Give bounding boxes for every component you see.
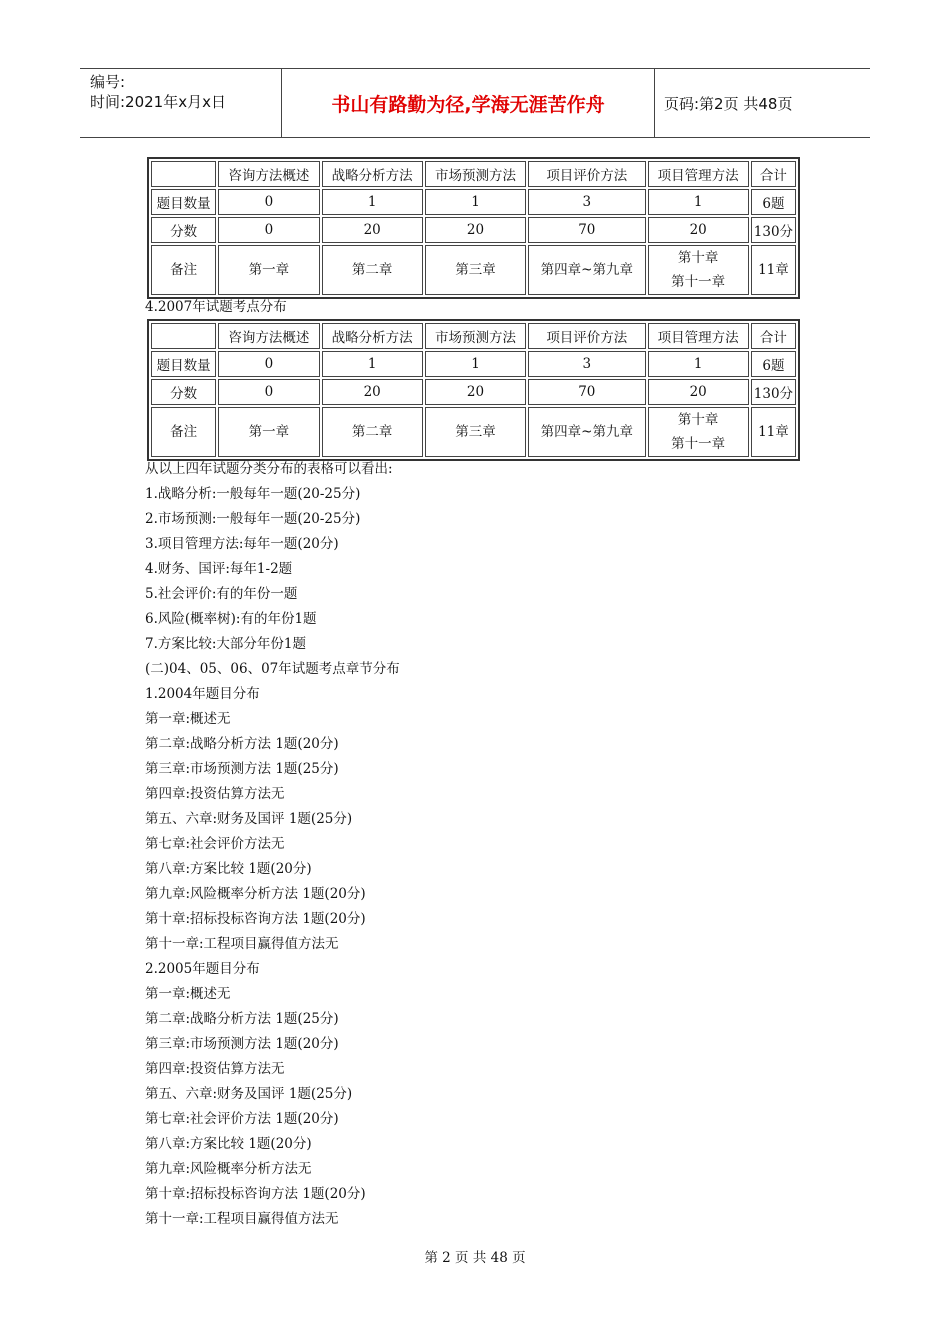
header-page-info: 页码:第2页 共48页 xyxy=(664,94,793,113)
table-cell: 20 xyxy=(322,217,423,243)
table-cell: 20 xyxy=(425,217,526,243)
table-cell xyxy=(151,161,216,187)
table-cell: 题目数量 xyxy=(151,189,216,215)
table-cell: 备注 xyxy=(151,407,216,457)
table-cell: 0 xyxy=(218,351,319,377)
document-date: 时间:2021年x月x日 xyxy=(90,93,226,111)
table-header-row xyxy=(151,161,796,187)
text-line: 第五、六章:财务及国评 1题(25分) xyxy=(145,811,353,827)
table-cell: 分数 xyxy=(151,379,216,405)
text-line: 4.财务、国评:每年1-2题 xyxy=(145,561,293,577)
table-cell: 战略分析方法 xyxy=(322,323,423,349)
text-line: 从以上四年试题分类分布的表格可以看出: xyxy=(145,461,393,477)
text-line: 第八章:方案比较 1题(20分) xyxy=(145,861,312,877)
table-cell: 备注 xyxy=(151,245,216,295)
text-line: 第四章:投资估算方法无 xyxy=(145,786,285,802)
text-line: 2.2005年题目分布 xyxy=(145,961,260,977)
text-line: 1.2004年题目分布 xyxy=(145,686,260,702)
table-cell: 咨询方法概述 xyxy=(218,323,319,349)
text-line: 2.市场预测:一般每年一题(20-25分) xyxy=(145,511,361,527)
text-line: 1.战略分析:一般每年一题(20-25分) xyxy=(145,486,361,502)
table-cell: 第三章 xyxy=(425,245,526,295)
table-cell: 11章 xyxy=(751,407,796,457)
table-cell: 市场预测方法 xyxy=(425,161,526,187)
text-line: 第二章:战略分析方法 1题(25分) xyxy=(145,1011,339,1027)
table-cell: 市场预测方法 xyxy=(425,323,526,349)
table-cell: 项目管理方法 xyxy=(648,323,749,349)
table-cell xyxy=(648,245,749,295)
table-caption: 4.2007年试题考点分布 xyxy=(145,299,287,315)
table-cell: 20 xyxy=(322,379,423,405)
table-row xyxy=(151,189,796,215)
score-table-2007 xyxy=(147,319,800,461)
body-text xyxy=(145,457,400,1232)
table-cell: 第四章~第九章 xyxy=(528,407,645,457)
text-line: 第四章:投资估算方法无 xyxy=(145,1061,285,1077)
table-cell: 1 xyxy=(425,351,526,377)
text-line: 第七章:社会评价方法无 xyxy=(145,836,285,852)
table-cell: 1 xyxy=(648,189,749,215)
table-cell: 11章 xyxy=(751,245,796,295)
text-line: 第十一章:工程项目赢得值方法无 xyxy=(145,1211,339,1227)
text-line: 第五、六章:财务及国评 1题(25分) xyxy=(145,1086,353,1102)
table-cell: 1 xyxy=(648,351,749,377)
table-cell: 项目评价方法 xyxy=(528,323,645,349)
text-line: 第十章:招标投标咨询方法 1题(20分) xyxy=(145,911,366,927)
table-cell: 0 xyxy=(218,217,319,243)
cell-line: 第十一章 xyxy=(671,274,726,290)
table-cell: 题目数量 xyxy=(151,351,216,377)
header-meta xyxy=(80,69,282,137)
table-cell: 战略分析方法 xyxy=(322,161,423,187)
text-line: 5.社会评价:有的年份一题 xyxy=(145,586,298,602)
page-header xyxy=(80,68,870,138)
text-line: 第二章:战略分析方法 1题(20分) xyxy=(145,736,339,752)
table-cell: 0 xyxy=(218,189,319,215)
table-cell: 第二章 xyxy=(322,245,423,295)
table-row xyxy=(151,217,796,243)
text-line: 第八章:方案比较 1题(20分) xyxy=(145,1136,312,1152)
document-number-label: 编号: xyxy=(90,73,126,91)
cell-line: 第十章 xyxy=(677,412,719,428)
table-cell: 3 xyxy=(528,189,645,215)
text-line: 第三章:市场预测方法 1题(20分) xyxy=(145,1036,339,1052)
table-cell: 第四章~第九章 xyxy=(528,245,645,295)
table-cell: 第一章 xyxy=(218,245,319,295)
table-cell: 1 xyxy=(425,189,526,215)
table-cell: 20 xyxy=(648,217,749,243)
table-cell: 0 xyxy=(218,379,319,405)
table-cell: 第二章 xyxy=(322,407,423,457)
table-cell: 项目评价方法 xyxy=(528,161,645,187)
table-cell: 20 xyxy=(425,379,526,405)
table-cell: 6题 xyxy=(751,189,796,215)
table-cell: 1 xyxy=(322,189,423,215)
table-cell: 1 xyxy=(322,351,423,377)
table-cell: 3 xyxy=(528,351,645,377)
text-line: 第九章:风险概率分析方法无 xyxy=(145,1161,312,1177)
table-cell: 第三章 xyxy=(425,407,526,457)
page-footer: 第 2 页 共 48 页 xyxy=(424,1250,526,1266)
cell-line: 第十一章 xyxy=(671,436,726,452)
table-cell: 第一章 xyxy=(218,407,319,457)
text-line: 7.方案比较:大部分年份1题 xyxy=(145,636,307,652)
cell-line: 第十章 xyxy=(677,250,719,266)
text-line: 第十章:招标投标咨询方法 1题(20分) xyxy=(145,1186,366,1202)
table-header-row xyxy=(151,323,796,349)
table-cell: 分数 xyxy=(151,217,216,243)
text-line: 第十一章:工程项目赢得值方法无 xyxy=(145,936,339,952)
table-cell: 咨询方法概述 xyxy=(218,161,319,187)
text-line: 第七章:社会评价方法 1题(20分) xyxy=(145,1111,339,1127)
text-line: 6.风险(概率树):有的年份1题 xyxy=(145,611,317,627)
text-line: 第九章:风险概率分析方法 1题(20分) xyxy=(145,886,366,902)
score-table-1 xyxy=(147,157,800,299)
text-line: 第一章:概述无 xyxy=(145,986,231,1002)
table-cell: 130分 xyxy=(751,217,796,243)
table-cell: 6题 xyxy=(751,351,796,377)
table-cell: 70 xyxy=(528,217,645,243)
text-line: (二)04、05、06、07年试题考点章节分布 xyxy=(145,661,400,677)
header-motto: 书山有路勤为径,学海无涯苦作舟 xyxy=(282,69,655,137)
table-cell: 130分 xyxy=(751,379,796,405)
table-cell xyxy=(648,407,749,457)
text-line: 第三章:市场预测方法 1题(25分) xyxy=(145,761,339,777)
table-cell: 合计 xyxy=(751,323,796,349)
table-cell: 20 xyxy=(648,379,749,405)
table-row xyxy=(151,351,796,377)
table-cell: 70 xyxy=(528,379,645,405)
table-cell: 合计 xyxy=(751,161,796,187)
table-row xyxy=(151,379,796,405)
table-row xyxy=(151,245,796,295)
table-cell: 项目管理方法 xyxy=(648,161,749,187)
table-row xyxy=(151,407,796,457)
text-line: 第一章:概述无 xyxy=(145,711,231,727)
table-cell xyxy=(151,323,216,349)
text-line: 3.项目管理方法:每年一题(20分) xyxy=(145,536,339,552)
